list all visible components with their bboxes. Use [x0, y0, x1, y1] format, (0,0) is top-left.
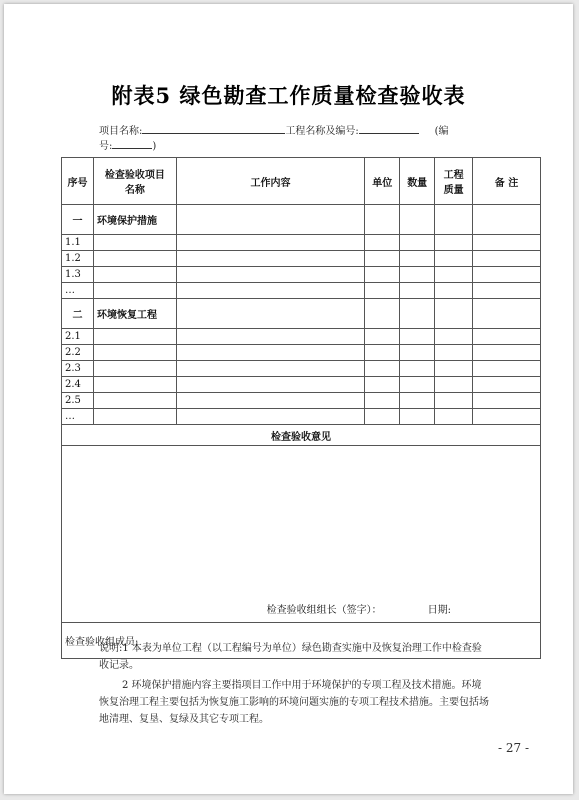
page-title: 附表5 绿色勘查工作质量检查验收表 — [111, 83, 466, 108]
row-seq: 2.1 — [62, 329, 94, 345]
section-seq: 一 — [62, 205, 94, 235]
page-number: - 27 - — [497, 741, 529, 755]
table-header-row — [62, 158, 541, 205]
code-label: (编 — [434, 126, 449, 137]
date-label: 日期: — [427, 605, 451, 616]
code-label-2: 号: — [99, 141, 113, 152]
leader-signature-label: 检查验收组组长（签字）： — [266, 605, 382, 616]
section-name: 环境保护措施 — [93, 205, 176, 235]
row-seq: 2.3 — [62, 361, 94, 377]
note-1-cont: 收记录。 — [99, 660, 139, 671]
row-seq: 1.1 — [62, 235, 94, 251]
header-quantity: 数量 — [400, 158, 435, 205]
row-seq: 2.2 — [62, 345, 94, 361]
engineering-name-blank — [359, 123, 419, 134]
table-row — [62, 235, 541, 251]
project-name-label: 项目名称: — [99, 126, 143, 137]
table-row — [62, 393, 541, 409]
note-2-cont-2: 地清理、复垦、复绿及其它专项工程。 — [99, 714, 269, 725]
row-seq: 1.3 — [62, 267, 94, 283]
table-row — [62, 377, 541, 393]
code-close: ) — [152, 141, 157, 152]
header-remark: 备 注 — [473, 158, 541, 205]
note-1: 说明:1 本表为单位工程（以工程编号为单位）绿色勘查实施中及恢复治理工作中检查验 — [99, 643, 482, 654]
table-row — [62, 267, 541, 283]
row-seq: … — [62, 409, 94, 425]
section-row — [62, 205, 541, 235]
header-content: 工作内容 — [176, 158, 365, 205]
document-page — [4, 4, 573, 794]
meta-line-2 — [99, 137, 156, 152]
opinion-area — [62, 446, 541, 623]
table-row — [62, 409, 541, 425]
members-label: 检查验收组成员: — [62, 623, 541, 659]
note-2-cont: 恢复治理工程主要包括为恢复施工影响的环境问题实施的专项工程技术措施。主要包括场 — [99, 697, 489, 708]
section-seq: 二 — [62, 299, 94, 329]
meta-line-1 — [99, 122, 449, 137]
table-row — [62, 361, 541, 377]
header-item: 检查验收项目 名称 — [93, 158, 176, 205]
section-name: 环境恢复工程 — [93, 299, 176, 329]
header-unit: 单位 — [365, 158, 400, 205]
header-seq: 序号 — [62, 158, 94, 205]
row-seq: 2.4 — [62, 377, 94, 393]
section-row — [62, 299, 541, 329]
row-seq: 2.5 — [62, 393, 94, 409]
opinion-body-row — [62, 446, 541, 623]
opinion-header-row — [62, 425, 541, 446]
table-row — [62, 251, 541, 267]
table-row — [62, 329, 541, 345]
code-blank — [112, 138, 152, 149]
project-name-blank — [142, 123, 285, 134]
inspection-table — [61, 157, 541, 659]
note-2: 2 环境保护措施内容主要指项目工作中用于环境保护的专项工程及技术措施。环境 — [122, 680, 482, 691]
row-seq: … — [62, 283, 94, 299]
table-row — [62, 283, 541, 299]
engineering-name-label: 工程名称及编号: — [285, 126, 359, 137]
table-row — [62, 345, 541, 361]
header-quality: 工程 质量 — [435, 158, 473, 205]
row-seq: 1.2 — [62, 251, 94, 267]
opinion-header: 检查验收意见 — [62, 425, 541, 446]
